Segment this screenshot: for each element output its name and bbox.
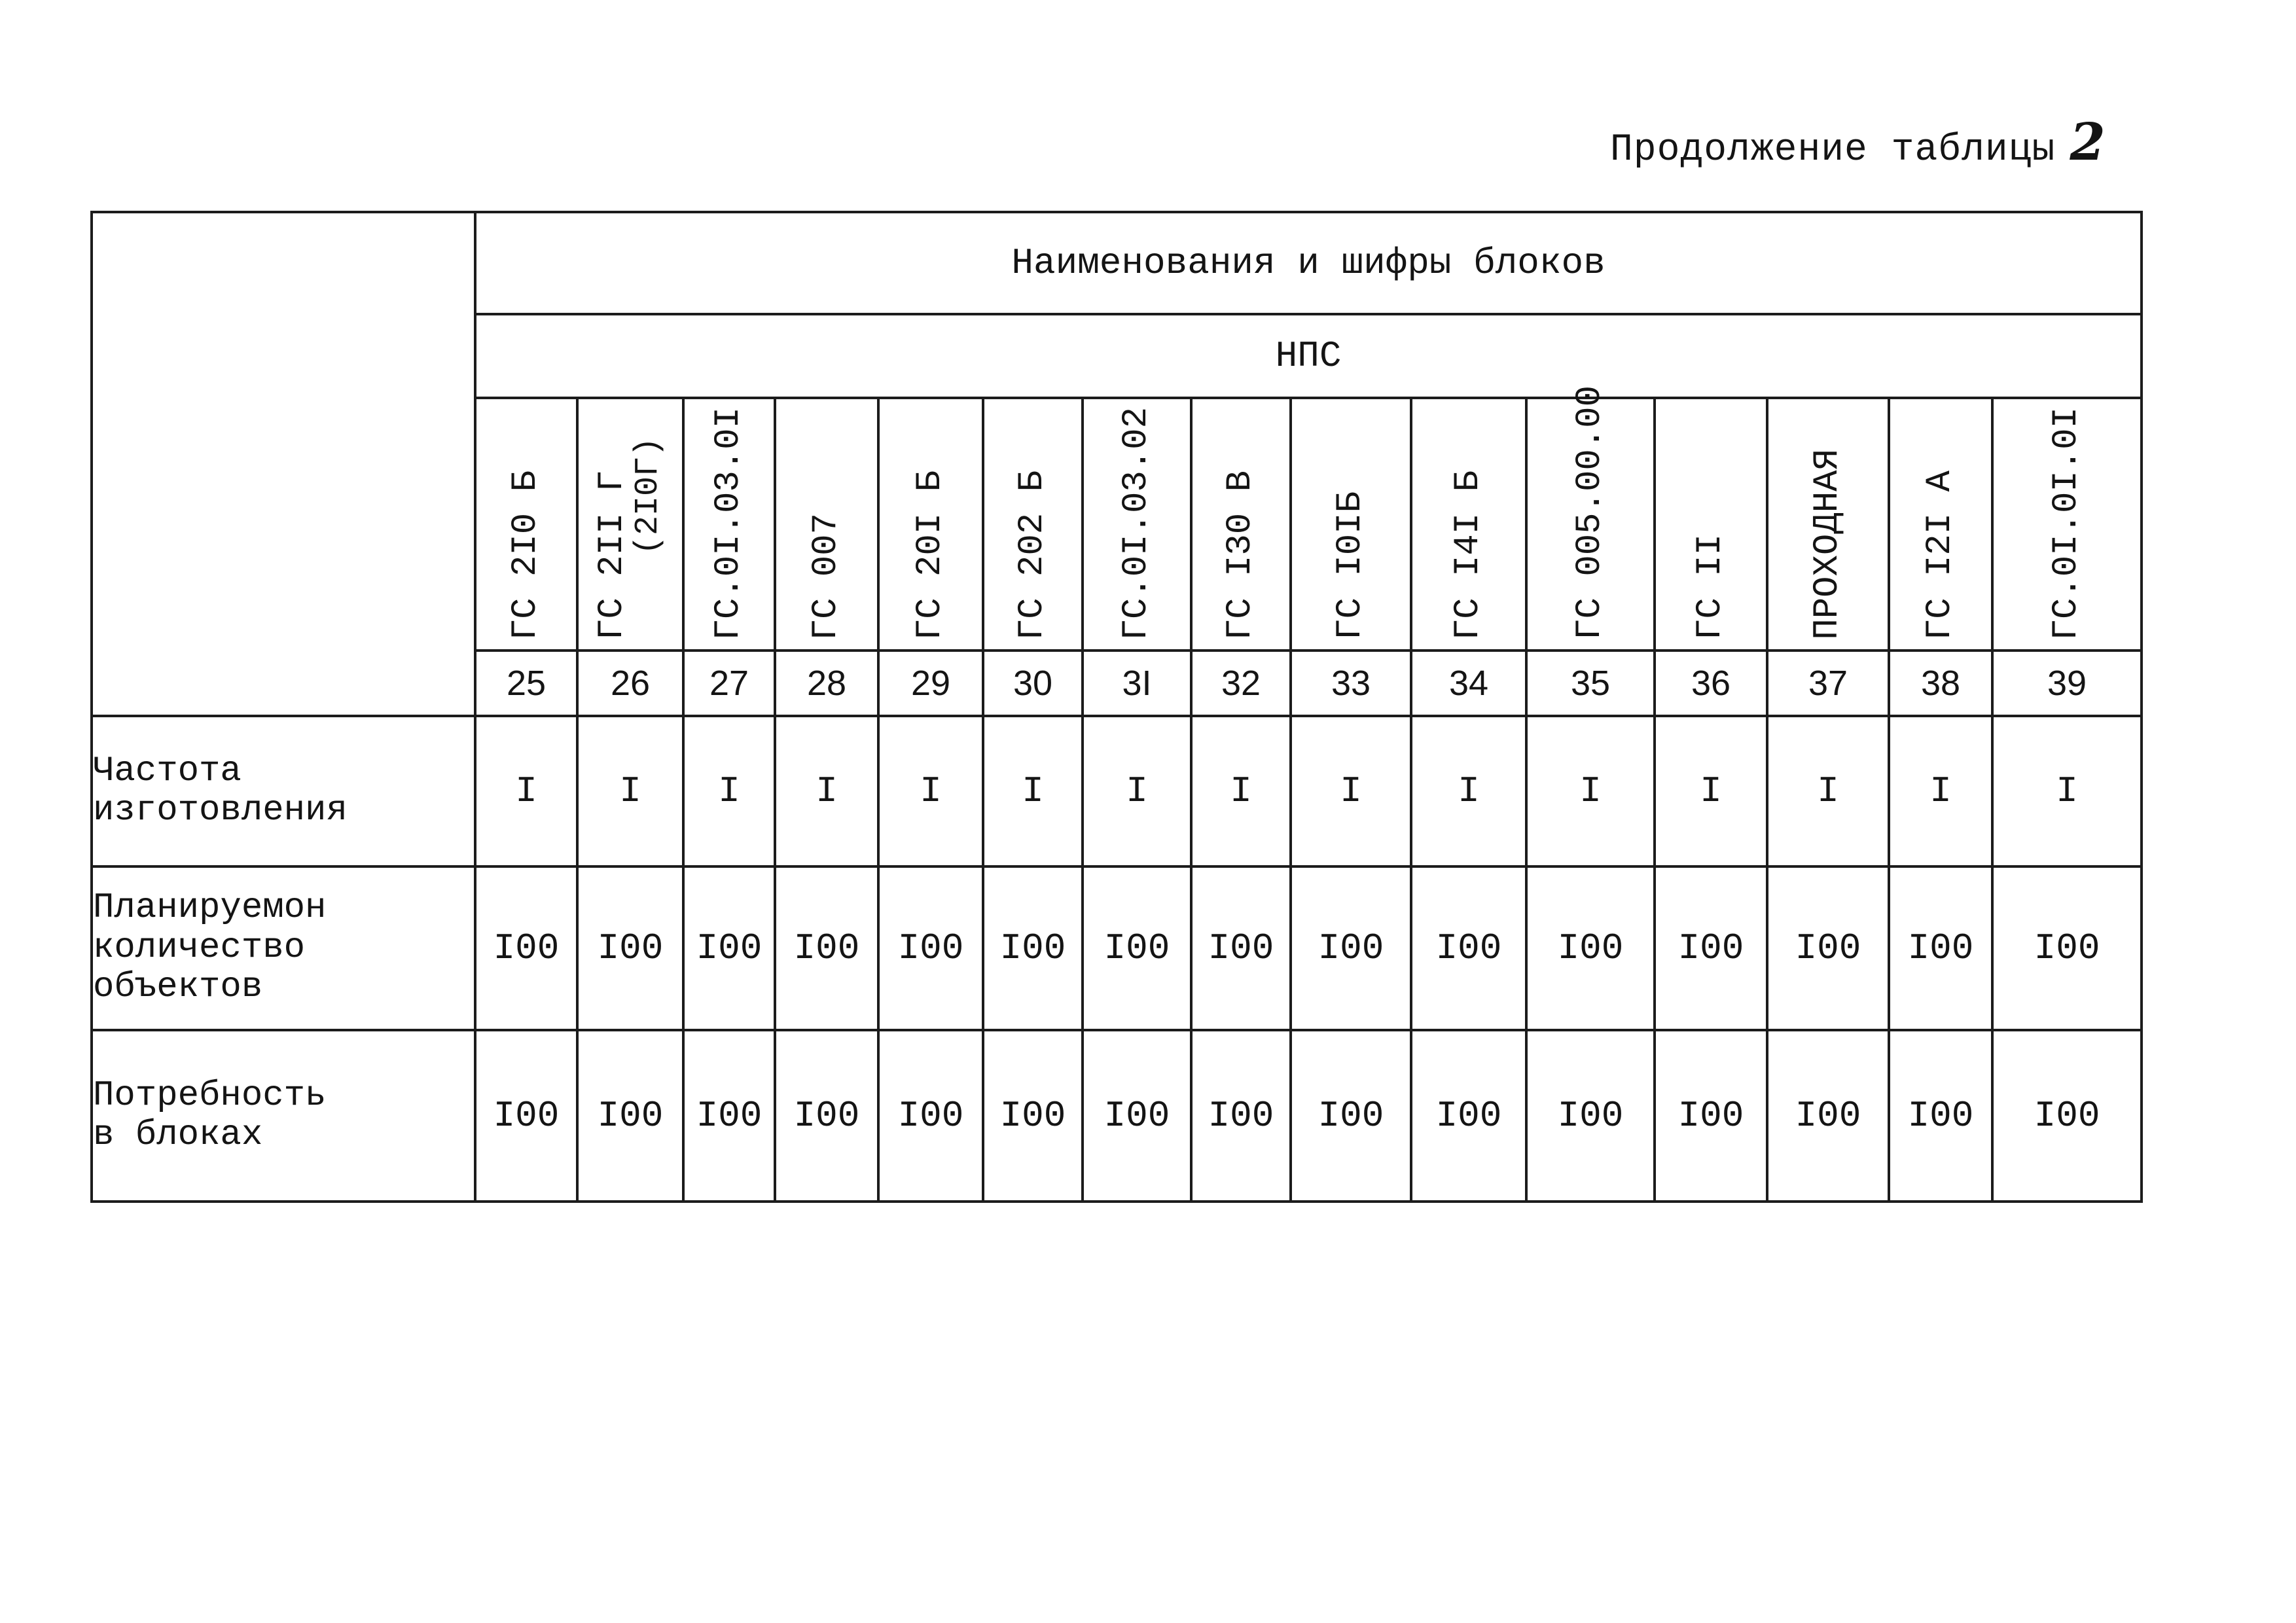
table-row xyxy=(92,866,2142,1030)
column-number: 37 xyxy=(1767,651,1889,716)
table-cell: I00 xyxy=(1767,1030,1889,1202)
table-cell: I00 xyxy=(1767,866,1889,1030)
corner-cell xyxy=(92,212,475,716)
column-code-cell xyxy=(577,398,683,651)
table-cell: I xyxy=(1191,716,1291,866)
column-code-cell xyxy=(1889,398,1992,651)
column-code-cell xyxy=(1992,398,2142,651)
table-cell: I00 xyxy=(775,866,878,1030)
column-number: 38 xyxy=(1889,651,1992,716)
table-cell: I xyxy=(577,716,683,866)
column-code: ПРОХОДНАЯ xyxy=(1807,449,1848,640)
table-cell: I00 xyxy=(1191,866,1291,1030)
table-cell: I00 xyxy=(1992,866,2142,1030)
column-code: ГС 007 xyxy=(806,512,846,640)
row-label-line: Частота xyxy=(93,751,242,791)
table-cell: I00 xyxy=(983,1030,1083,1202)
column-number: 39 xyxy=(1992,651,2142,716)
table-cell: I00 xyxy=(475,866,577,1030)
caption-text: Продолжение таблицы xyxy=(1610,129,2056,171)
column-code: ГС.0I.03.02 xyxy=(1116,406,1157,640)
table-cell: I00 xyxy=(878,1030,983,1202)
column-number: 3I xyxy=(1083,651,1191,716)
row-label xyxy=(92,1030,475,1202)
row-label-line: Потребность xyxy=(93,1075,327,1116)
table-cell: I xyxy=(1889,716,1992,866)
table-cell: I00 xyxy=(1291,1030,1411,1202)
table-cell: I xyxy=(475,716,577,866)
column-code-cell xyxy=(1411,398,1526,651)
column-number: 33 xyxy=(1291,651,1411,716)
column-code-cell xyxy=(1767,398,1889,651)
table-cell: I00 xyxy=(577,866,683,1030)
column-code: ГС I30 В xyxy=(1220,470,1261,640)
column-number: 36 xyxy=(1655,651,1767,716)
table-cell: I00 xyxy=(1526,866,1655,1030)
column-code-cell xyxy=(983,398,1083,651)
table-cell: I xyxy=(683,716,775,866)
column-code-cell xyxy=(1083,398,1191,651)
table-cell: I xyxy=(878,716,983,866)
column-code-cell xyxy=(683,398,775,651)
table-cell: I xyxy=(775,716,878,866)
table-cell: I00 xyxy=(1655,1030,1767,1202)
column-number: 28 xyxy=(775,651,878,716)
column-number: 35 xyxy=(1526,651,1655,716)
table-row xyxy=(92,716,2142,866)
column-number: 27 xyxy=(683,651,775,716)
table-cell: I00 xyxy=(475,1030,577,1202)
table-cell: I xyxy=(1767,716,1889,866)
column-code: ГС 202 Б xyxy=(1012,470,1052,640)
table-cell: I00 xyxy=(683,1030,775,1202)
row-label xyxy=(92,866,475,1030)
group-header: Наименования и шифры блоков xyxy=(475,212,2142,314)
table-cell: I00 xyxy=(1992,1030,2142,1202)
column-code-cell xyxy=(878,398,983,651)
table-cell: I00 xyxy=(1889,1030,1992,1202)
column-code-cell xyxy=(1655,398,1767,651)
column-code: ГС 2II Г xyxy=(592,470,633,640)
column-code: ГС I4I Б xyxy=(1448,470,1488,640)
subgroup-header: НПС xyxy=(475,314,2142,398)
column-code: ГС 20I Б xyxy=(910,470,950,640)
table-cell: I xyxy=(1655,716,1767,866)
column-number: 29 xyxy=(878,651,983,716)
row-label-line: Планируемон xyxy=(93,888,327,929)
table-cell: I00 xyxy=(1526,1030,1655,1202)
column-code: ГС 005.00.00 xyxy=(1570,385,1610,640)
table-cell: I00 xyxy=(1655,866,1767,1030)
table-cell: I00 xyxy=(577,1030,683,1202)
table-cell: I xyxy=(1083,716,1191,866)
column-number: 30 xyxy=(983,651,1083,716)
table-cell: I00 xyxy=(775,1030,878,1202)
column-code: ГС.0I.03.0I xyxy=(708,406,749,640)
column-code-cell xyxy=(1526,385,1655,651)
column-number: 32 xyxy=(1191,651,1291,716)
column-number: 26 xyxy=(577,651,683,716)
column-code: ГС 2I0 Б xyxy=(505,470,546,640)
caption-table-number: 2 xyxy=(2070,113,2106,172)
table-cell: I00 xyxy=(983,866,1083,1030)
column-code-note: (2I0Г) xyxy=(630,437,668,555)
table-cell: I xyxy=(983,716,1083,866)
table-cell: I xyxy=(1992,716,2142,866)
column-code-cell xyxy=(475,398,577,651)
column-code: ГС I2I А xyxy=(1920,470,1960,640)
row-label xyxy=(92,716,475,866)
row-label-line: количество xyxy=(93,927,306,968)
table-cell: I00 xyxy=(1083,1030,1191,1202)
table-cell: I xyxy=(1291,716,1411,866)
table-cell: I00 xyxy=(1411,1030,1526,1202)
table-cell: I xyxy=(1411,716,1526,866)
column-code: ГС.0I.0I.0I xyxy=(2046,406,2087,640)
column-number: 34 xyxy=(1411,651,1526,716)
table-cell: I00 xyxy=(1411,866,1526,1030)
table-cell: I00 xyxy=(878,866,983,1030)
row-label-line: изготовления xyxy=(93,791,348,830)
table-caption xyxy=(1610,113,2106,172)
column-code-cell xyxy=(1291,398,1411,651)
row-label-line: в блоках xyxy=(93,1115,263,1155)
blocks-table xyxy=(90,211,2143,1203)
data-rows xyxy=(92,716,2142,1202)
column-code: ГС II xyxy=(1690,533,1731,640)
table-cell: I00 xyxy=(1083,866,1191,1030)
table-row xyxy=(92,1030,2142,1202)
column-code: ГС I0IБ xyxy=(1330,491,1371,640)
table-cell: I xyxy=(1526,716,1655,866)
table-cell: I00 xyxy=(1889,866,1992,1030)
table-cell: I00 xyxy=(683,866,775,1030)
column-code-cell xyxy=(1191,398,1291,651)
column-number: 25 xyxy=(475,651,577,716)
row-label-line: объектов xyxy=(93,967,263,1008)
column-code-cell xyxy=(775,398,878,651)
table-cell: I00 xyxy=(1191,1030,1291,1202)
table-cell: I00 xyxy=(1291,866,1411,1030)
